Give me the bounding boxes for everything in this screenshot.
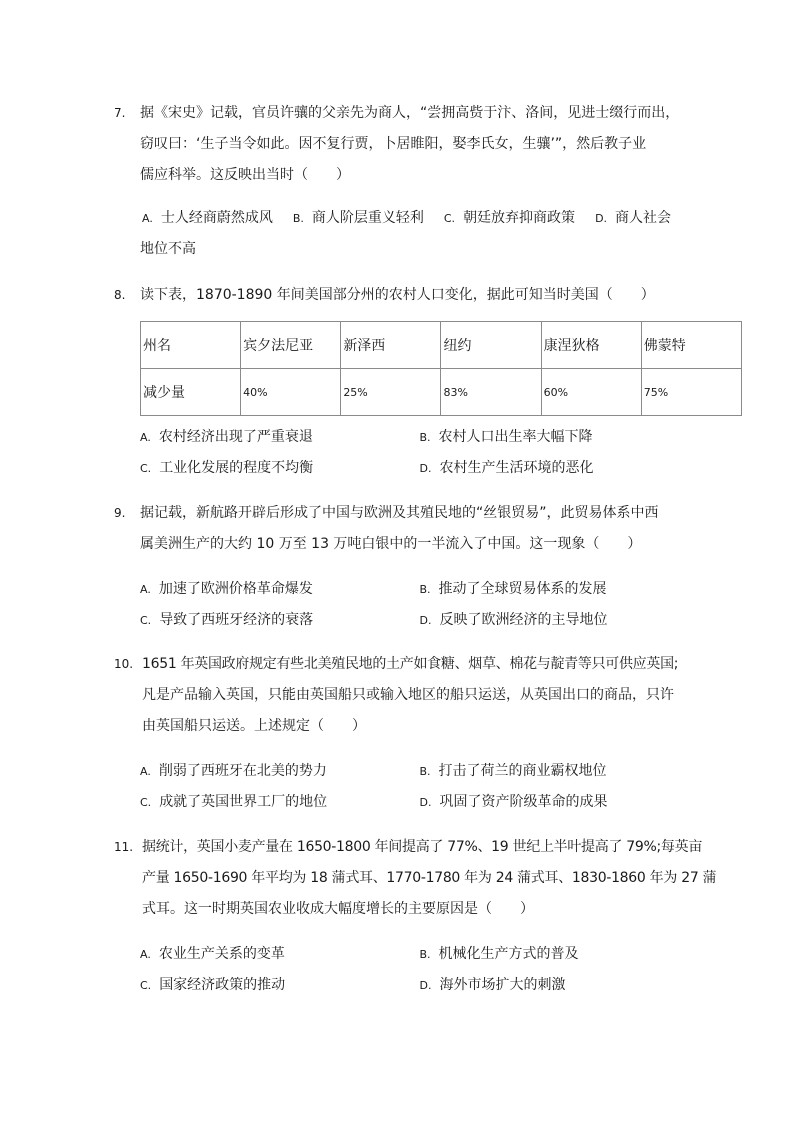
question-stem xyxy=(114,98,699,191)
option-letter: D. xyxy=(419,462,432,475)
stem-line: 窃叹曰：‘生子当令如此。因不复行贾，卜居睢阳，娶李氏女，生骧’”，然后教子业 xyxy=(140,136,647,152)
option-c[interactable]: 朝廷放弃抑商政策 xyxy=(463,210,576,226)
option-letter: C. xyxy=(140,796,152,809)
table-cell: 康涅狄格 xyxy=(541,322,641,369)
option-letter: D. xyxy=(419,979,432,992)
option-row xyxy=(140,453,699,484)
table-cell: 州名 xyxy=(141,322,241,369)
question-stem xyxy=(114,498,699,560)
stem-line: 据统计，英国小麦产量在 1650-1800 年间提高了 77%、19 世纪上半叶提高了 79%;每英亩 xyxy=(142,839,703,855)
option-a[interactable]: 农业生产关系的变革 xyxy=(158,946,285,962)
stem-line: 读下表，1870-1890 年间美国部分州的农村人口变化，据此可知当时美国（ ） xyxy=(140,287,655,303)
option-c[interactable]: 工业化发展的程度不均衡 xyxy=(159,460,314,476)
question-8 xyxy=(114,280,699,484)
option-row xyxy=(140,574,699,605)
option-line xyxy=(140,203,699,234)
options xyxy=(114,939,699,1001)
question-number: 8. xyxy=(114,288,126,302)
option-letter: A. xyxy=(140,765,151,778)
option-b[interactable]: 机械化生产方式的普及 xyxy=(438,946,579,962)
option-a[interactable]: 农村经济出现了严重衰退 xyxy=(158,429,313,445)
options xyxy=(114,756,699,818)
option-letter: D. xyxy=(595,212,608,225)
option-row xyxy=(140,756,699,787)
option-d[interactable]: 海外市场扩大的刺激 xyxy=(439,977,566,993)
option-letter: A. xyxy=(140,583,151,596)
option-b[interactable]: 商人阶层重义轻利 xyxy=(311,210,424,226)
question-stem xyxy=(114,832,717,925)
stem-line: 式耳。这一时期英国农业收成大幅度增长的主要原因是（ ） xyxy=(142,901,534,917)
question-11 xyxy=(114,832,717,1001)
question-10 xyxy=(114,649,699,818)
option-letter: D. xyxy=(419,614,432,627)
option-d[interactable]: 商人社会 xyxy=(615,210,672,226)
table-cell: 宾夕法尼亚 xyxy=(241,322,341,369)
option-letter: B. xyxy=(419,583,431,596)
table-cell: 减少量 xyxy=(141,369,241,416)
option-b[interactable]: 打击了荷兰的商业霸权地位 xyxy=(438,763,607,779)
table-cell: 纽约 xyxy=(441,322,541,369)
question-stem xyxy=(114,280,699,311)
option-letter: C. xyxy=(140,614,152,627)
option-row xyxy=(140,787,699,818)
option-letter: B. xyxy=(419,431,431,444)
option-a[interactable]: 削弱了西班牙在北美的势力 xyxy=(158,763,327,779)
option-letter: C. xyxy=(443,212,456,225)
option-letter: B. xyxy=(292,212,304,225)
option-row xyxy=(140,422,699,453)
option-d-continued: 地位不高 xyxy=(140,241,196,257)
options xyxy=(114,422,699,484)
option-row xyxy=(140,605,699,636)
question-number: 10. xyxy=(114,657,134,671)
table-cell: 新泽西 xyxy=(341,322,441,369)
option-a[interactable]: 加速了欧洲价格革命爆发 xyxy=(158,581,313,597)
option-letter: C. xyxy=(140,462,152,475)
table-cell: 83% xyxy=(441,369,541,416)
table-header-row xyxy=(141,322,742,369)
question-7 xyxy=(114,98,699,265)
stem-line: 儒应科举。这反映出当时（ ） xyxy=(140,167,350,183)
option-letter: D. xyxy=(419,796,432,809)
question-stem xyxy=(114,649,699,742)
options xyxy=(114,203,699,265)
option-row xyxy=(140,939,699,970)
table-cell: 40% xyxy=(241,369,341,416)
option-letter: B. xyxy=(419,765,431,778)
option-c[interactable]: 成就了英国世界工厂的地位 xyxy=(159,794,328,810)
stem-line: 据记载，新航路开辟后形成了中国与欧洲及其殖民地的“丝银贸易”，此贸易体系中西 xyxy=(140,505,659,521)
table-cell: 75% xyxy=(641,369,741,416)
stem-line: 凡是产品输入英国，只能由英国船只或输入地区的船只运送，从英国出口的商品，只许 xyxy=(142,687,674,703)
question-number: 9. xyxy=(114,506,126,520)
option-d[interactable]: 巩固了资产阶级革命的成果 xyxy=(439,794,608,810)
option-letter: A. xyxy=(140,431,151,444)
stem-line: 由英国船只运送。上述规定（ ） xyxy=(142,718,366,734)
option-d[interactable]: 反映了欧洲经济的主导地位 xyxy=(439,612,608,628)
options xyxy=(114,574,699,636)
option-letter: A. xyxy=(140,948,151,961)
option-row xyxy=(140,970,699,1001)
question-number: 7. xyxy=(114,106,126,120)
option-c[interactable]: 导致了西班牙经济的衰落 xyxy=(159,612,314,628)
table-cell: 60% xyxy=(541,369,641,416)
option-d[interactable]: 农村生产生活环境的恶化 xyxy=(439,460,594,476)
question-9 xyxy=(114,498,699,636)
stem-line: 1651 年英国政府规定有些北美殖民地的土产如食糖、烟草、棉花与靛青等只可供应英国; xyxy=(142,656,679,672)
option-c[interactable]: 国家经济政策的推动 xyxy=(159,977,286,993)
option-letter: C. xyxy=(140,979,152,992)
stem-line: 据《宋史》记载，官员许骧的父亲先为商人，“尝拥高赀于汴、洛间，见进士缀行而出， xyxy=(140,105,680,121)
option-letter: B. xyxy=(419,948,431,961)
stem-line: 产量 1650-1690 年平均为 18 蒲式耳、1770-1780 年为 24 蒲式耳、1830-1860 年为 27 蒲 xyxy=(142,870,717,886)
table-cell: 佛蒙特 xyxy=(641,322,741,369)
table-row xyxy=(141,369,742,416)
stem-line: 属美洲生产的大约 10 万至 13 万吨白银中的一半流入了中国。这一现象（ ） xyxy=(140,536,642,552)
population-table xyxy=(140,321,742,416)
option-letter: A. xyxy=(142,212,153,225)
option-b[interactable]: 农村人口出生率大幅下降 xyxy=(438,429,593,445)
option-a[interactable]: 士人经商蔚然成风 xyxy=(160,210,273,226)
question-number: 11. xyxy=(114,840,134,854)
table-cell: 25% xyxy=(341,369,441,416)
option-b[interactable]: 推动了全球贸易体系的发展 xyxy=(438,581,607,597)
